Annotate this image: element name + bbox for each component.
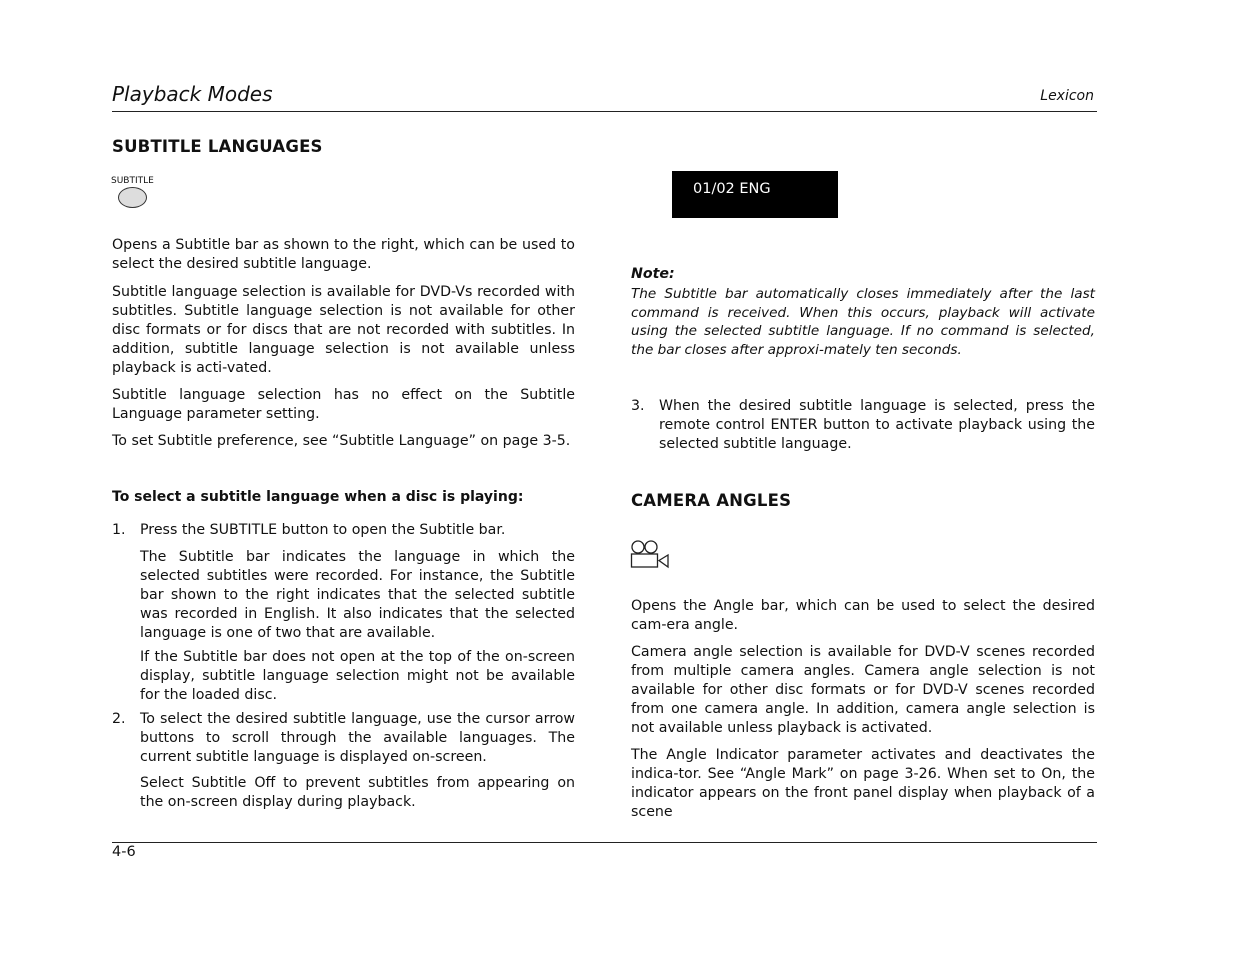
- step-2-text: To select the desired subtitle language, use the cursor arrow buttons to scroll through the available languages. The current subtitle language is displayed on-screen.: [140, 711, 575, 765]
- camera-para-3: The Angle Indicator parameter activates and deactivates the indica-tor. See “Angle Mark” on page 3-26. When set to On, the indicator appears on the front panel display when playback of a scene: [631, 747, 1095, 820]
- subtitle-section-title: SUBTITLE LANGUAGES: [112, 137, 323, 156]
- footer-rule: [112, 842, 1097, 843]
- step-1-text: Press the SUBTITLE button to open the Subtitle bar.: [140, 522, 506, 538]
- step-2-detail-1: Select Subtitle Off to prevent subtitles from appearing on the on-screen display during playback.: [140, 775, 575, 810]
- subtitle-button-label: SUBTITLE: [111, 176, 154, 186]
- subtitle-para-2: Subtitle language selection is available for DVD-Vs recorded with subtitles. Subtitle language selection is not available for other disc formats or for discs that are not recorded with subtitles. In addition, subtitle language selection is not available unless playback is acti-vated.: [112, 284, 575, 376]
- subtitle-bar-text: 01/02 ENG: [693, 181, 771, 197]
- subtitle-para-1: Opens a Subtitle bar as shown to the right, which can be used to select the desired subtitle language.: [112, 237, 575, 272]
- step-3-text: When the desired subtitle language is selected, press the remote control ENTER button to activate playback using the selected subtitle language.: [659, 398, 1095, 452]
- note-body: The Subtitle bar automatically closes immediately after the last command is received. When this occurs, playback will activate using the selected subtitle language. If no command is selected, the bar closes after approxi-mately ten seconds.: [631, 286, 1095, 358]
- step-3-number: 3.: [631, 398, 645, 414]
- subtitle-bar-display: [672, 171, 838, 218]
- camera-section-title: CAMERA ANGLES: [631, 491, 792, 510]
- header-rule: [112, 111, 1097, 112]
- subtitle-para-3: Subtitle language selection has no effect on the Subtitle Language parameter setting.: [112, 387, 575, 422]
- subtitle-button-icon: [118, 187, 147, 208]
- page-number: 4-6: [112, 844, 136, 860]
- camera-para-1: Opens the Angle bar, which can be used to select the desired cam-era angle.: [631, 598, 1095, 633]
- note-heading: Note:: [631, 266, 675, 282]
- step-1-detail-2: If the Subtitle bar does not open at the top of the on-screen display, subtitle language selection might not be available for the loaded disc.: [140, 649, 575, 703]
- subtitle-para-4: To set Subtitle preference, see “Subtitle Language” on page 3-5.: [112, 433, 571, 449]
- movie-camera-icon: [630, 539, 670, 569]
- step-1-number: 1.: [112, 522, 126, 538]
- camera-para-2: Camera angle selection is available for DVD-V scenes recorded from multiple camera angles. Camera angle selection is not available for other disc formats or for DVD-V scenes recorded from one camera angle. In addition, camera angle selection is not available unless playback is activated.: [631, 644, 1095, 736]
- brand-name: Lexicon: [1040, 88, 1094, 104]
- step-2-number: 2.: [112, 711, 126, 727]
- procedure-heading: To select a subtitle language when a disc is playing:: [112, 489, 524, 505]
- step-1-detail-1: The Subtitle bar indicates the language in which the selected subtitles were recorded. For instance, the Subtitle bar shown to the right indicates that the selected subtitle was recorded in English. It also indicates that the selected language is one of two that are available.: [140, 549, 575, 641]
- page-title: Playback Modes: [112, 82, 273, 106]
